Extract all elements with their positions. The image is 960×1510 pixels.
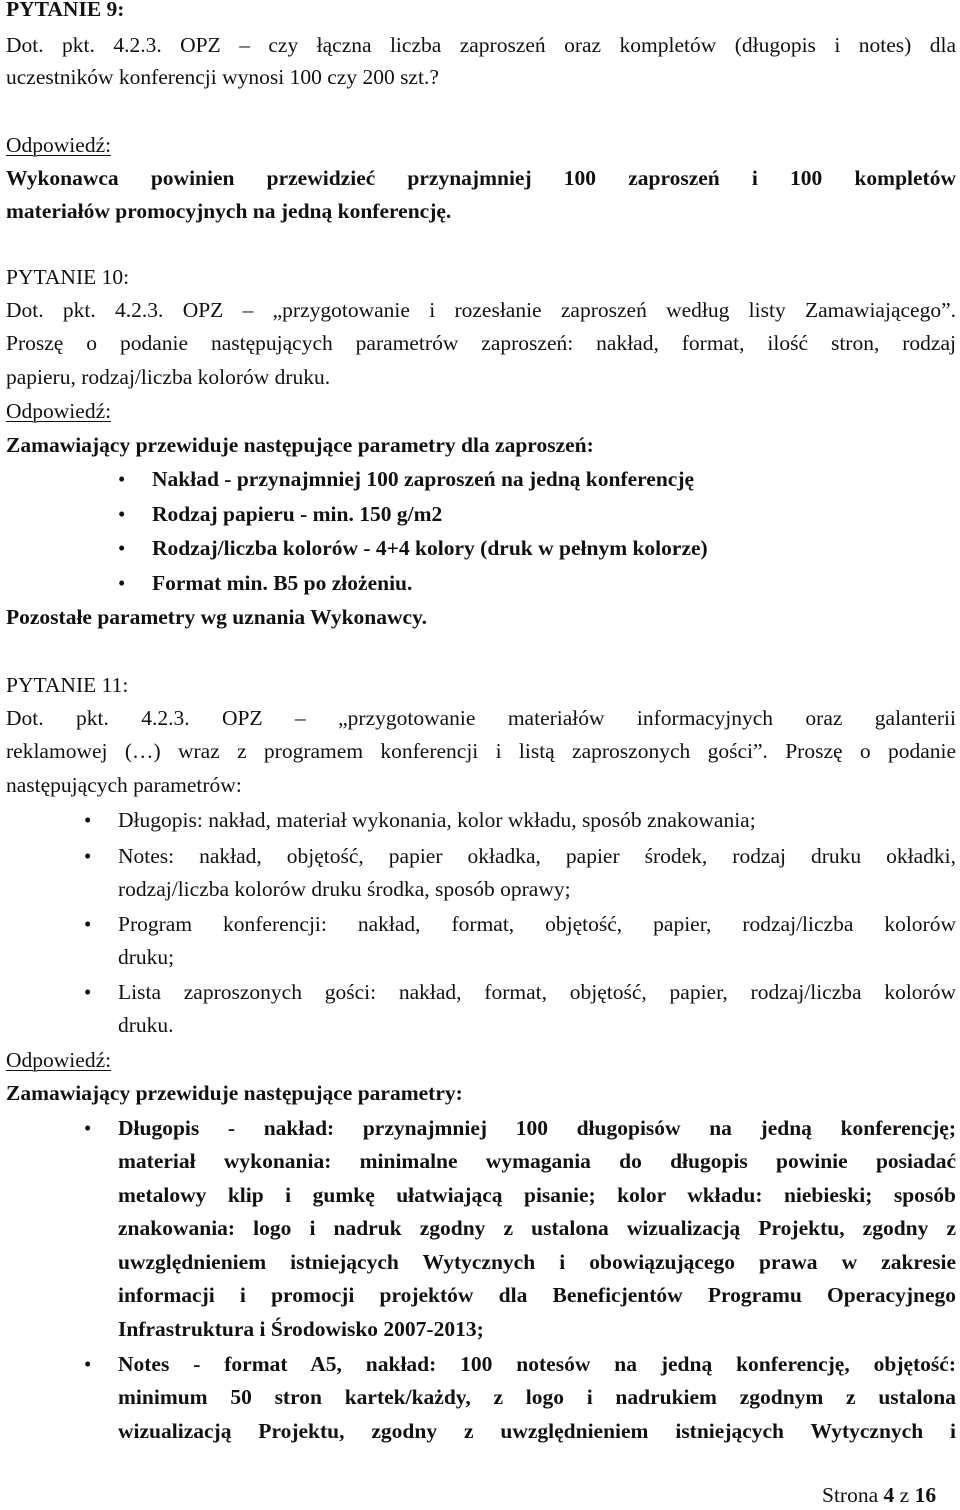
bullet-icon: • [118,536,126,560]
list-item-continuation: znakowania: logo i nadruk zgodny z ustalona wizualizacją Projektu, zgodny z [118,1216,956,1240]
answer-label: Odpowiedź: [6,1048,112,1072]
question-heading: PYTANIE 11: [6,673,129,697]
bullet-icon: • [118,467,126,491]
list-item: Program konferencji: nakład, format, objętość, papier, rodzaj/liczba kolorów [118,912,956,936]
question-text-line: reklamowej (…) wraz z programem konferencji i listą zaproszonych gości”. Proszę o podanie [6,739,956,763]
total-page-count: 16 [914,1483,937,1507]
bullet-icon: • [84,980,92,1004]
bullet-icon: • [84,844,92,868]
list-item: Długopis: nakład, materiał wykonania, kolor wkładu, sposób znakowania; [118,808,756,832]
list-item-continuation: druku; [118,945,175,969]
question-text-line: Dot. pkt. 4.2.3. OPZ – „przygotowanie materiałów informacyjnych oraz galanterii [6,706,956,730]
question-text-line: Dot. pkt. 4.2.3. OPZ – czy łączna liczba zaproszeń oraz kompletów (długopis i notes) dla [6,33,956,57]
list-item-continuation: informacji i promocji projektów dla Beneficjentów Programu Operacyjnego [118,1283,956,1307]
list-item: Format min. B5 po złożeniu. [152,571,413,595]
list-item-continuation: Infrastruktura i Środowisko 2007-2013; [118,1317,484,1341]
list-item: Notes - format A5, nakład: 100 notesów na jedną konferencję, objętość: [118,1352,956,1376]
list-item: Notes: nakład, objętość, papier okładka, papier środek, rodzaj druku okładki, [118,844,956,868]
list-item-continuation: metalowy klip i gumkę ułatwiającą pisanie; kolor wkładu: niebieski; sposób [118,1183,956,1207]
list-item: Lista zaproszonych gości: nakład, format, objętość, papier, rodzaj/liczba kolorów [118,980,956,1004]
list-item-continuation: minimum 50 stron kartek/każdy, z logo i nadrukiem zgodnym z ustalona [118,1385,956,1409]
list-item: Rodzaj/liczba kolorów - 4+4 kolory (druk w pełnym kolorze) [152,536,708,560]
question-heading: PYTANIE 9: [6,0,125,21]
question-text-line: papieru, rodzaj/liczba kolorów druku. [6,365,331,389]
question-text-line: Dot. pkt. 4.2.3. OPZ – „przygotowanie i rozesłanie zaproszeń według listy Zamawiającego”. [6,298,956,322]
current-page-number: 4 [883,1483,895,1507]
page-footer [822,1480,936,1510]
answer-intro: Zamawiający przewiduje następujące parametry: [6,1081,463,1105]
answer-intro: Zamawiający przewiduje następujące parametry dla zaproszeń: [6,433,594,457]
question-text-line: następujących parametrów: [6,773,242,797]
list-item-continuation: materiał wykonania: minimalne wymagania do długopis powinie posiadać [118,1149,956,1173]
list-item-continuation: wizualizacją Projektu, zgodny z uwzględnieniem istniejących Wytycznych i [118,1419,956,1443]
bullet-icon: • [84,1352,92,1376]
list-item-continuation: druku. [118,1013,174,1037]
list-item: Długopis - nakład: przynajmniej 100 długopisów na jedną konferencję; [118,1116,956,1140]
bullet-icon: • [84,808,92,832]
question-heading: PYTANIE 10: [6,265,130,289]
bullet-icon: • [84,912,92,936]
bullet-icon: • [118,571,126,595]
list-item-continuation: uwzględnieniem istniejących Wytycznych i obowiązującego prawa w zakresie [118,1250,956,1274]
list-item-continuation: rodzaj/liczba kolorów druku środka, sposób oprawy; [118,877,571,901]
question-text-line: Proszę o podanie następujących parametrów zaproszeń: nakład, format, ilość stron, rodzaj [6,331,956,355]
page-number-separator: z [894,1483,915,1507]
answer-text-line: Wykonawca powinien przewidzieć przynajmniej 100 zaproszeń i 100 kompletów [6,166,956,190]
list-item: Rodzaj papieru - min. 150 g/m2 [152,502,443,526]
bullet-icon: • [118,502,126,526]
bullet-icon: • [84,1116,92,1140]
answer-text-line: materiałów promocyjnych na jedną konferencję. [6,199,452,223]
page-number-prefix: Strona [822,1483,884,1507]
answer-label: Odpowiedź: [6,399,112,423]
question-text-line: uczestników konferencji wynosi 100 czy 200 szt.? [6,65,439,89]
answer-closing: Pozostałe parametry wg uznania Wykonawcy. [6,605,428,629]
answer-label: Odpowiedź: [6,133,112,157]
list-item: Nakład - przynajmniej 100 zaproszeń na jedną konferencję [152,467,695,491]
